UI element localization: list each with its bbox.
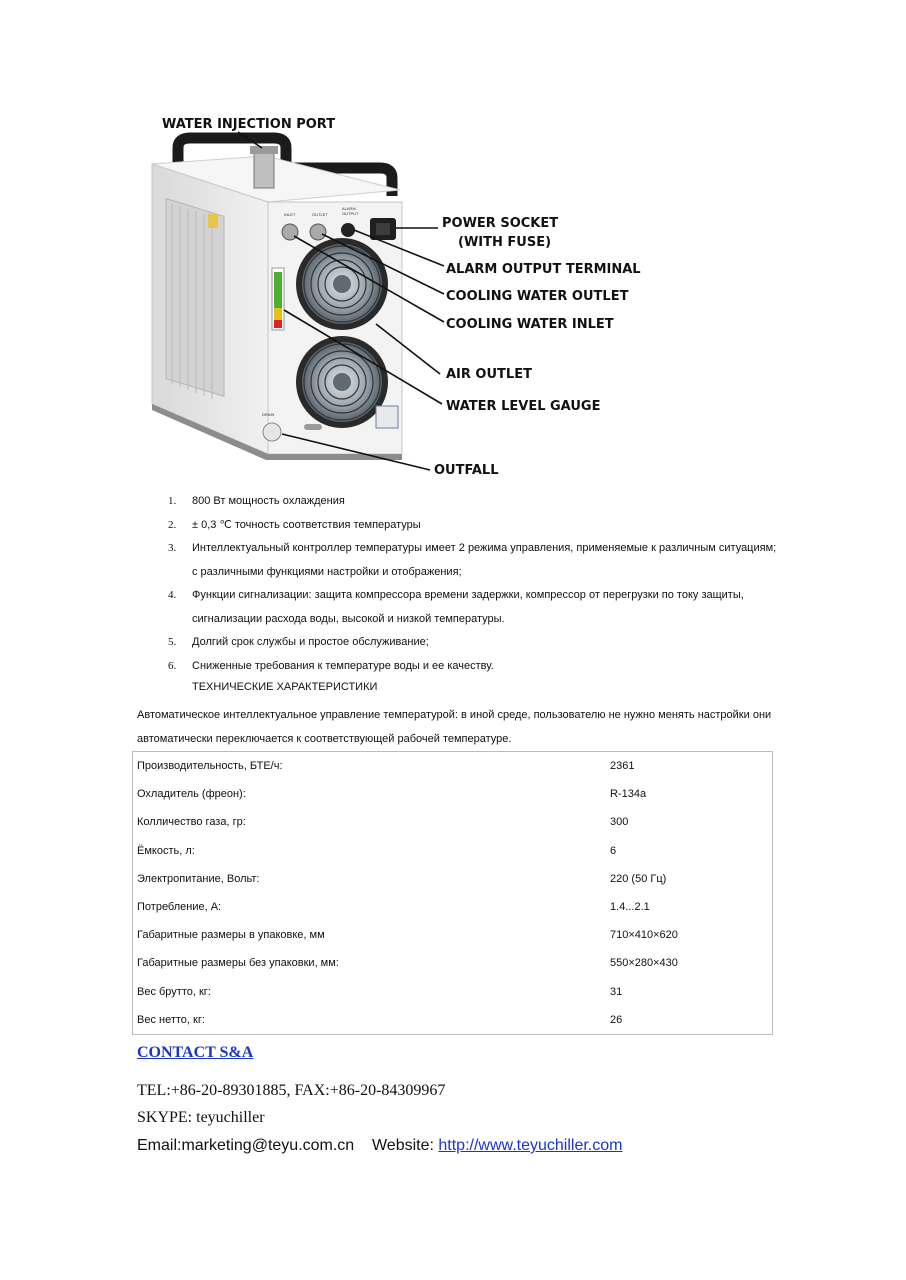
label-cooling-water-inlet: COOLING WATER INLET xyxy=(446,317,614,332)
list-item xyxy=(138,584,778,631)
feature-list xyxy=(138,490,778,678)
list-number: 1. xyxy=(168,495,177,507)
spec-value: 26 xyxy=(610,1013,623,1026)
list-text: 800 Вт мощность охлаждения xyxy=(192,495,345,507)
list-number: 3. xyxy=(168,542,177,554)
spec-value: R-134a xyxy=(610,788,647,801)
spec-name: Охладитель (фреон): xyxy=(137,788,246,801)
list-item xyxy=(138,514,778,538)
list-text: Функции сигнализации: защита компрессора времени задержки, компрессор от перегрузки по току защиты, сигнализации расхода воды, высокой и низкой температуры. xyxy=(192,589,744,625)
table-row xyxy=(133,837,773,865)
spec-name: Ёмкость, л: xyxy=(137,844,195,857)
list-text: Долгий срок службы и простое обслуживание; xyxy=(192,636,429,648)
table-row xyxy=(133,752,773,781)
svg-text:ALARM: ALARM xyxy=(342,206,356,211)
list-text: ± 0,3 ℃ точность соответствия температуры xyxy=(192,518,421,531)
list-item xyxy=(138,655,778,679)
website-label: Website: xyxy=(371,1137,434,1154)
spec-value: 2361 xyxy=(610,760,635,773)
list-text: Сниженные требования к температуре воды и ее качеству. xyxy=(192,659,494,672)
spec-name: Колличество газа, гр: xyxy=(137,816,246,829)
list-number: 4. xyxy=(168,589,177,601)
spec-value: 1.4...2.1 xyxy=(610,901,650,914)
rating-plate xyxy=(376,406,398,428)
table-row xyxy=(133,893,773,921)
spec-name: Потребление, А: xyxy=(137,901,222,914)
contact-email-website xyxy=(137,1137,622,1155)
side-vent-grille xyxy=(166,199,224,397)
chiller-product-figure xyxy=(138,104,658,484)
contact-skype: SKYPE: teyuchiller xyxy=(137,1109,265,1126)
spec-value: 300 xyxy=(610,816,629,829)
table-row xyxy=(133,921,773,949)
spec-name: Производительность, БТЕ/ч: xyxy=(137,760,283,773)
list-number: 6. xyxy=(168,659,177,672)
lower-fan xyxy=(296,336,388,428)
outlet-connector xyxy=(310,224,326,240)
svg-text:OUTLET: OUTLET xyxy=(312,212,328,217)
label-air-outlet: AIR OUTLET xyxy=(446,367,532,382)
intro-paragraph: Автоматическое интеллектуальное управление температурой: в иной среде, пользователю не нужно менять настройки они автоматически переключается к соответствующей рабочей температуре. xyxy=(137,709,772,745)
spec-value: 550×280×430 xyxy=(610,957,678,970)
spec-value: 6 xyxy=(610,844,617,857)
spec-name: Габаритные размеры в упаковке, мм xyxy=(137,929,325,942)
spec-value: 710×410×620 xyxy=(610,929,678,942)
label-water-injection-port: WATER INJECTION PORT xyxy=(162,117,336,132)
svg-text:DRAIN: DRAIN xyxy=(262,412,275,417)
website-link[interactable]: http://www.teyuchiller.com xyxy=(438,1137,623,1154)
label-alarm-output-terminal: ALARM OUTPUT TERMINAL xyxy=(446,262,641,277)
drain-outfall xyxy=(263,423,281,441)
svg-text:INLET: INLET xyxy=(284,212,296,217)
list-item xyxy=(138,537,778,584)
label-cooling-water-outlet: COOLING WATER OUTLET xyxy=(446,289,629,304)
list-item xyxy=(138,490,778,514)
contact-email: Email:marketing@teyu.com.cn xyxy=(137,1137,355,1154)
table-row xyxy=(133,808,773,836)
label-with-fuse: (WITH FUSE) xyxy=(458,235,552,250)
spec-heading: ТЕХНИЧЕСКИЕ ХАРАКТЕРИСТИКИ xyxy=(192,681,378,693)
label-water-level-gauge: WATER LEVEL GAUGE xyxy=(446,399,601,414)
upper-fan xyxy=(296,238,388,330)
spec-value: 31 xyxy=(610,985,623,998)
table-row xyxy=(133,949,773,977)
spec-table xyxy=(132,751,773,1035)
list-number: 5. xyxy=(168,636,177,648)
spec-name: Электропитание, Вольт: xyxy=(137,872,260,885)
spec-value: 220 (50 Гц) xyxy=(610,872,667,885)
label-outfall: OUTFALL xyxy=(434,463,499,478)
table-row xyxy=(133,865,773,893)
list-number: 2. xyxy=(168,518,177,531)
table-row xyxy=(133,1006,773,1035)
contact-title-link[interactable]: CONTACT S&A xyxy=(137,1044,254,1061)
spec-name: Габаритные размеры без упаковки, мм: xyxy=(137,957,339,970)
list-text: Интеллектуальный контроллер температуры имеет 2 режима управления, применяемые к различным ситуациям; с различными функциями настройки и отображения; xyxy=(192,542,777,578)
label-power-socket: POWER SOCKET xyxy=(442,216,559,231)
list-item xyxy=(138,631,778,655)
table-row xyxy=(133,978,773,1006)
chiller-illustration xyxy=(138,104,658,484)
spec-name: Вес нетто, кг: xyxy=(137,1013,205,1026)
water-injection-port xyxy=(254,150,274,188)
table-row xyxy=(133,780,773,808)
contact-tel-fax: TEL:+86-20-89301885, FAX:+86-20-84309967 xyxy=(137,1082,446,1099)
spec-name: Вес брутто, кг: xyxy=(137,985,211,998)
svg-text:OUTPUT: OUTPUT xyxy=(342,211,359,216)
alarm-output-connector xyxy=(341,223,355,237)
